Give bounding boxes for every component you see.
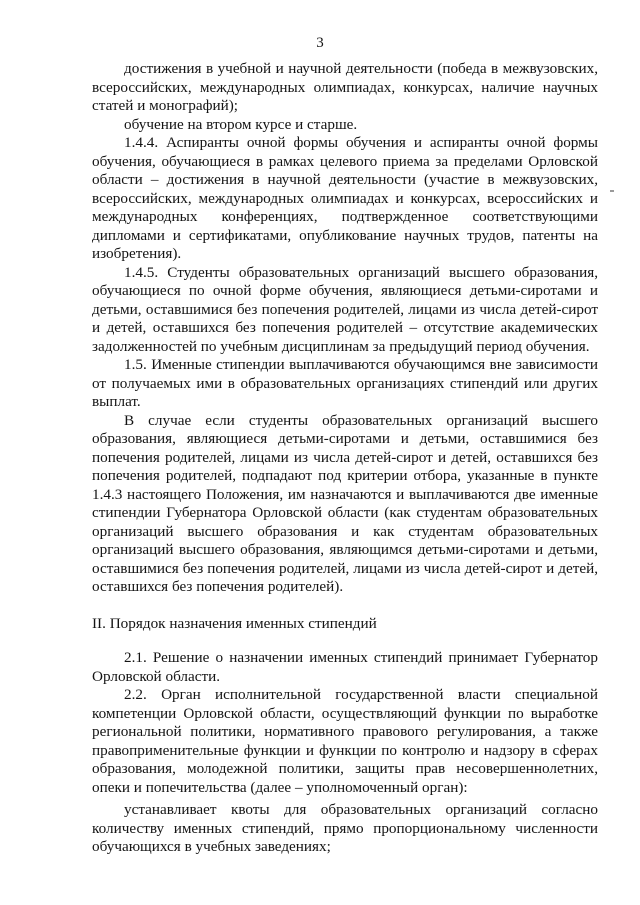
document-body	[92, 60, 598, 857]
paragraph-1-4-4: 1.4.4. Аспиранты очной формы обучения и аспиранты очной формы обучения, обучающиеся в рамках целевого приема за пределами Орловской области – достижения в научной деятельности (участие в межвузовских, всероссийских, международных олимпиадах и конкурсах, всероссийских и международных конференциях, подтвержденное соответствующими дипломами и сертификатами, опубликование научных трудов, патенты на изобретения).	[92, 134, 598, 262]
paragraph-quotas: устанавливает квоты для образовательных организаций согласно количеству именных стипендий, прямо пропорциональному численности обучающихся в учебных заведениях;	[92, 801, 598, 855]
section-heading: II. Порядок назначения именных стипендий	[92, 614, 377, 632]
paragraph-achievements: достижения в учебной и научной деятельности (победа в межвузовских, всероссийских, международных олимпиадах, конкурсах, наличие научных статей и монографий);	[92, 60, 598, 114]
paragraph-2-1: 2.1. Решение о назначении именных стипендий принимает Губернатор Орловской области.	[92, 649, 598, 685]
page-number: 3	[316, 35, 324, 51]
paragraph-second-year: обучение на втором курсе и старше.	[124, 115, 358, 133]
scan-artifact	[610, 190, 614, 192]
paragraph-orphans-case: В случае если студенты образовательных организаций высшего образования, являющиеся детьми-сиротами и детьми, оставшимися без попечения родителей, лицами из числа детей-сирот и детей, оставшихся без попечения родителей, подпадают под критерии отбора, указанные в пункте 1.4.3 настоящего Положения, им назначаются и выплачиваются две именные стипендии Губернатора Орловской области (как студентам образовательных организаций высшего образования и как студентам образовательных организаций высшего образования, являющимся детьми-сиротами и детьми, оставшимися без попечения родителей, лицами из числа детей-сирот и детей, оставшихся без попечения родителей).	[92, 411, 598, 595]
paragraph-2-2: 2.2. Орган исполнительной государственной власти специальной компетенции Орловской области, осуществляющий функции по выработке региональной политики, нормативного правового регулирования, а также правоприменительные функции и функции по контролю и надзору в сферах образования, молодежной политики, защиты прав несовершеннолетних, опеки и попечительства (далее – уполномоченный орган):	[92, 686, 598, 796]
paragraph-1-4-5: 1.4.5. Студенты образовательных организаций высшего образования, обучающиеся по очной форме обучения, являющиеся детьми-сиротами и детьми, оставшимися без попечения родителей, лицами из числа детей-сирот и детей, оставшихся без попечения родителей – отсутствие академических задолженностей по учебным дисциплинам за предыдущий период обучения.	[92, 263, 598, 355]
paragraph-1-5: 1.5. Именные стипендии выплачиваются обучающимся вне зависимости от получаемых ими в образовательных организациях стипендий или других выплат.	[92, 356, 598, 410]
